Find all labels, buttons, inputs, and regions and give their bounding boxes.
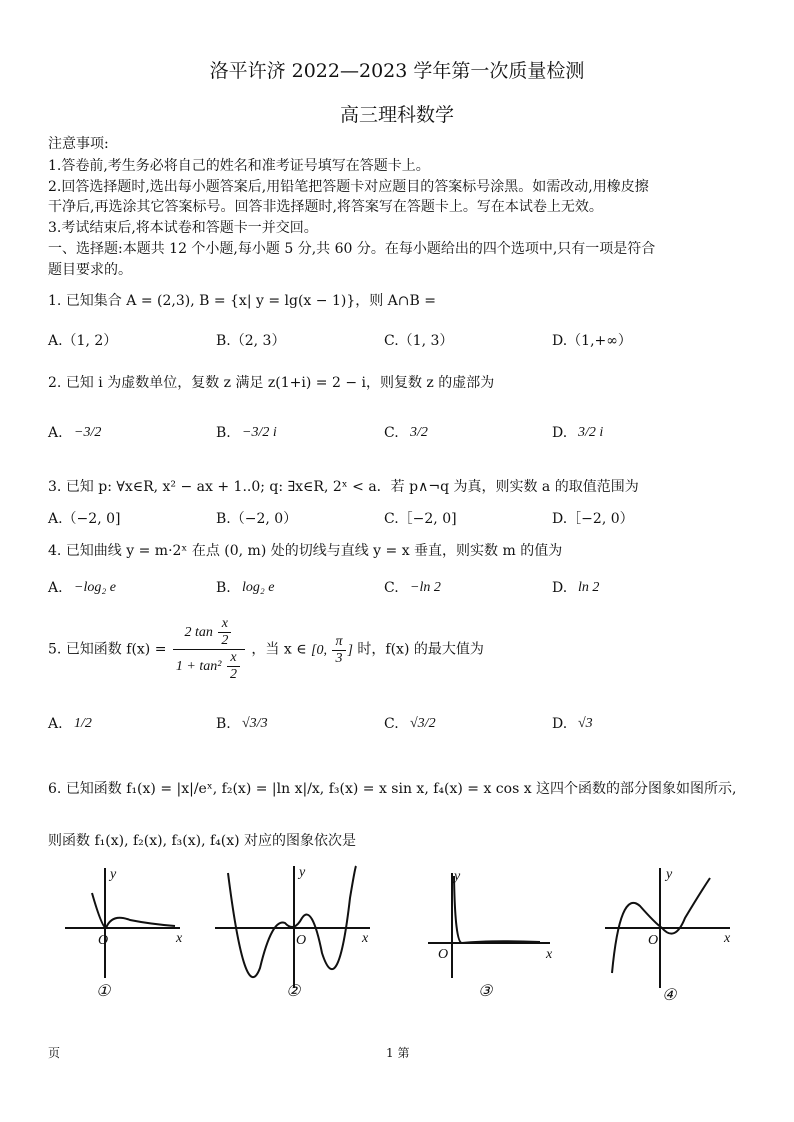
question-text: 已知曲线 y = m·2ˣ 在点 (0, m) 处的切线与直线 y = x 垂直，则实数 m 的值为	[65, 543, 563, 559]
graph-label-2: ②	[286, 983, 301, 1000]
axis-y-label: y	[666, 867, 673, 882]
section-heading: 一、选择题:本题共 12 个小题,每小题 5 分,共 60 分。在每小题给出的四个选项中,只有一项是符合	[48, 241, 656, 257]
question-6	[48, 778, 737, 798]
graph-label-3: ③	[478, 983, 493, 1000]
origin-label: O	[296, 933, 307, 948]
notice-item: 1.答卷前,考生务必将自己的姓名和准考证号填写在答题卡上。	[48, 158, 430, 174]
axis-x-label: x	[724, 931, 731, 946]
option-b-value: log₂ e	[242, 580, 275, 595]
option-a-value: −3/2	[74, 425, 102, 440]
question-text: 已知 i 为虚数单位，复数 z 满足 z(1+i) = 2 − i，则复数 z 的虚部为	[65, 375, 495, 391]
origin-label: O	[438, 947, 449, 962]
origin-label: O	[648, 933, 659, 948]
option-d: D.（1,+∞）	[552, 333, 632, 349]
option-c: C.（1, 3）	[384, 333, 454, 349]
option-d-value: √3	[578, 716, 593, 731]
option-a: A.（−2, 0]	[48, 511, 121, 527]
option-a-value: 1/2	[74, 716, 92, 731]
question-text: ，当 x ∈	[251, 641, 307, 658]
option-a: A.（1, 2）	[48, 333, 118, 349]
question-1	[48, 290, 436, 310]
graph-4	[605, 868, 730, 988]
notice-heading: 注意事项:	[48, 136, 109, 152]
question-number: 2.	[48, 375, 62, 391]
question-4	[48, 540, 562, 560]
option-a: A.	[48, 425, 63, 441]
origin-label: O	[98, 933, 109, 948]
option-c: C.［−2, 0]	[384, 511, 457, 527]
notice-item: 干净后,再选涂其它答案标号。回答非选择题时,将答案写在答题卡上。写在本试卷上无效。	[48, 199, 603, 215]
question-text: 时，f(x) 的最大值为	[357, 641, 484, 658]
question-number: 5.	[48, 641, 62, 658]
question-6-cont: 则函数 f₁(x), f₂(x), f₃(x), f₄(x) 对应的图象依次是	[48, 833, 357, 849]
option-d: D.	[552, 580, 568, 596]
option-a-value: −log₂ e	[74, 580, 116, 595]
question-number: 4.	[48, 543, 62, 559]
option-d-value: ln 2	[578, 580, 600, 595]
footer-page: 1 第	[386, 1046, 410, 1060]
option-a: A.	[48, 580, 63, 596]
axis-y-label: y	[454, 869, 461, 884]
section-heading-cont: 题目要求的。	[48, 262, 132, 278]
option-a: A.	[48, 716, 63, 732]
exam-title: 洛平许济 2022—2023 学年第一次质量检测	[209, 60, 585, 82]
option-c-value: 3/2	[410, 425, 428, 440]
graph-label-4: ④	[662, 987, 677, 1004]
option-b: B.（2, 3）	[216, 333, 286, 349]
option-b: B.	[216, 716, 231, 732]
option-d: D.	[552, 716, 568, 732]
question-text: 已知 p: ∀x∈R, x² − ax + 1..0; q: ∃x∈R, 2ˣ < a．若 p∧¬q 为真，则实数 a 的取值范围为	[65, 479, 639, 495]
question-text: 已知函数 f₁(x) = |x|/eˣ, f₂(x) = |ln x|/x, f₃(x) = x sin x, f₄(x) = x cos x 这四个函数的部分图象如图所示,	[65, 781, 737, 797]
option-d: D.	[552, 425, 568, 441]
axis-y-label: y	[299, 865, 306, 880]
function-graphs	[50, 858, 770, 1008]
option-b: B.（−2, 0）	[216, 511, 298, 527]
option-c: C.	[384, 580, 399, 596]
option-b: B.	[216, 580, 231, 596]
axis-x-label: x	[362, 931, 369, 946]
axis-x-label: x	[546, 947, 553, 962]
option-d: D.［−2, 0）	[552, 511, 634, 527]
option-c: C.	[384, 425, 399, 441]
question-5	[48, 616, 484, 683]
option-c-value: −ln 2	[410, 580, 441, 595]
graph-3	[428, 873, 550, 978]
question-3	[48, 476, 639, 496]
question-number: 3.	[48, 479, 62, 495]
option-b: B.	[216, 425, 231, 441]
notice-item: 2.回答选择题时,选出每小题答案后,用铅笔把答题卡对应题目的答案标号涂黑。如需改动,用橡皮擦	[48, 179, 649, 195]
graph-1	[65, 868, 180, 978]
option-b-value: √3/3	[242, 716, 268, 731]
exam-subtitle: 高三理科数学	[339, 104, 454, 126]
option-d-value: 3/2 i	[578, 425, 604, 440]
option-c-value: √3/2	[410, 716, 436, 731]
question-number: 6.	[48, 781, 62, 797]
function-fraction: 2 tan $\frac{x}{2}$ 1 + tan² $\frac{x}{2}$	[173, 616, 245, 683]
axis-x-label: x	[176, 931, 183, 946]
option-c: C.	[384, 716, 399, 732]
question-number: 1.	[48, 293, 62, 309]
interval: [0, $\frac{\pi}{3}$ ]	[311, 633, 353, 666]
option-b-value: −3/2 i	[242, 425, 277, 440]
graph-label-1: ①	[96, 983, 111, 1000]
notice-item: 3.考试结束后,将本试卷和答题卡一并交回。	[48, 220, 318, 236]
question-text: 已知集合 A = (2,3), B = {x| y = lg(x − 1)}，则 A∩B =	[65, 293, 436, 309]
axis-y-label: y	[110, 867, 117, 882]
question-2	[48, 372, 494, 392]
graph-2	[215, 866, 370, 988]
question-text: 已知函数 f(x) =	[65, 641, 167, 658]
footer-left: 页	[48, 1046, 61, 1060]
